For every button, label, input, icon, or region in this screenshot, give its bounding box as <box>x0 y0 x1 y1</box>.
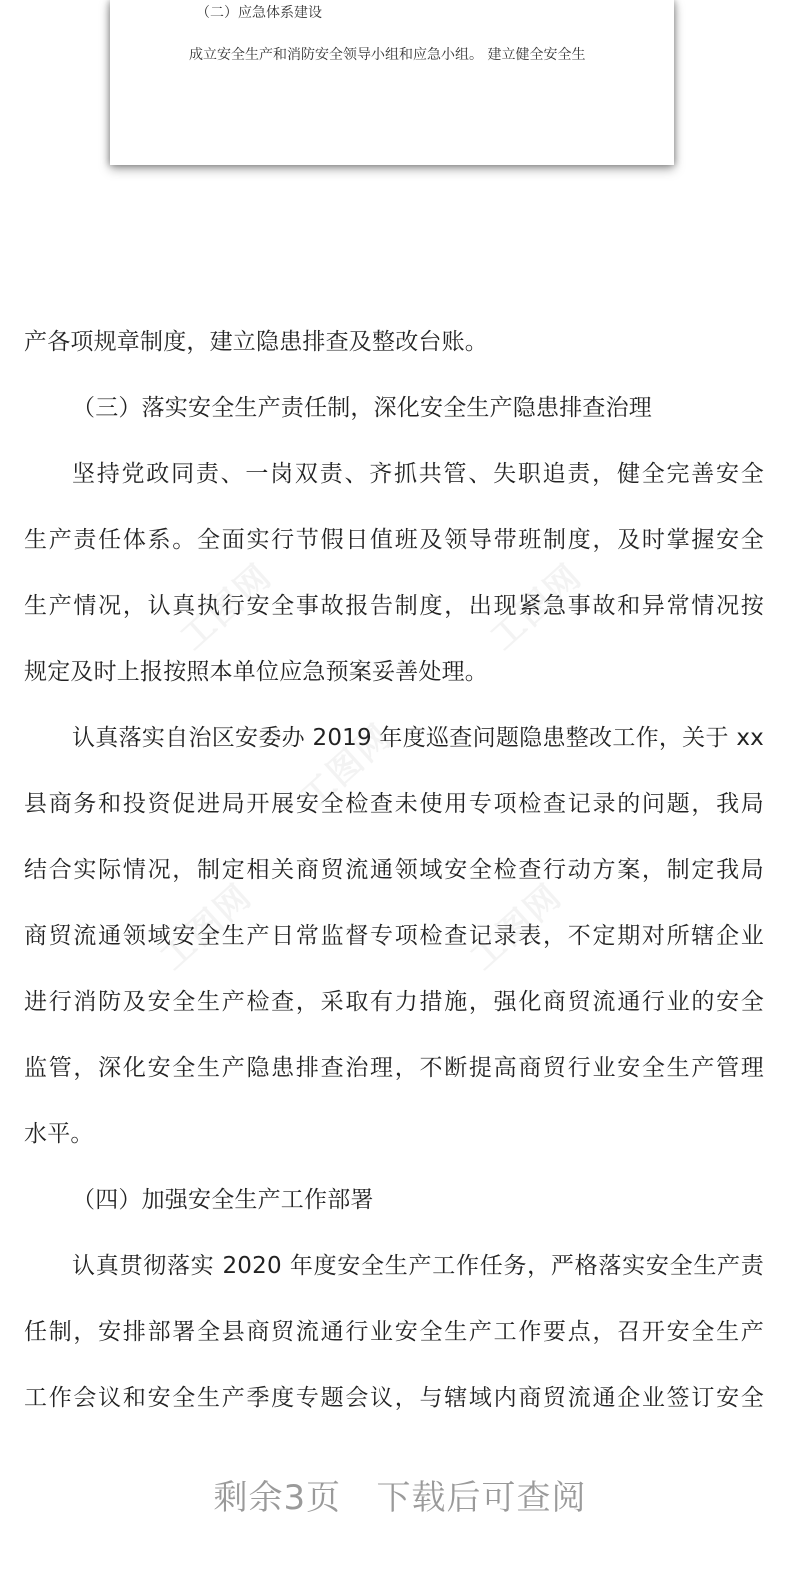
paragraph-line: 县商务和投资促进局开展安全检查未使用专项检查记录的问题，我局 <box>24 791 764 817</box>
paragraph-line: 任制，安排部署全县商贸流通行业安全生产工作要点，召开安全生产 <box>24 1319 764 1345</box>
paragraph-line: 生产情况，认真执行安全事故报告制度，出现紧急事故和异常情况按 <box>24 593 764 619</box>
document-preview-card <box>110 0 674 165</box>
watermark: 工图网 <box>292 716 400 819</box>
paragraph-line: 认真落实自治区安委办 2019 年度巡查问题隐患整改工作，关于 xx <box>72 725 764 751</box>
watermark: 工图网 <box>172 556 280 659</box>
watermark: 工图网 <box>462 876 570 979</box>
paragraph-line: 工作会议和安全生产季度专题会议，与辖域内商贸流通企业签订安全 <box>24 1385 764 1411</box>
remaining-pages-label: 剩余3页 <box>213 1478 342 1518</box>
paragraph-line: 水平。 <box>24 1121 94 1147</box>
paragraph-line: 产各项规章制度，建立隐患排查及整改台账。 <box>24 329 488 355</box>
watermark: 工图网 <box>482 556 590 659</box>
card-section-heading: （二）应急体系建设 <box>196 5 322 21</box>
paragraph-line: 认真贯彻落实 2020 年度安全生产工作任务，严格落实安全生产责 <box>72 1253 764 1279</box>
download-prompt[interactable] <box>0 1470 800 1519</box>
paragraph-line: 结合实际情况，制定相关商贸流通领域安全检查行动方案，制定我局 <box>24 857 764 883</box>
paragraph-line: 规定及时上报按照本单位应急预案妥善处理。 <box>24 659 488 685</box>
section-heading-3: （三）落实安全生产责任制，深化安全生产隐患排查治理 <box>72 395 652 421</box>
card-paragraph-line: 成立安全生产和消防安全领导小组和应急小组。 建立健全安全生 <box>189 47 586 63</box>
download-hint-label: 下载后可查阅 <box>376 1478 587 1518</box>
paragraph-line: 生产责任体系。全面实行节假日值班及领导带班制度，及时掌握安全 <box>24 527 764 553</box>
section-heading-4: （四）加强安全生产工作部署 <box>72 1187 374 1213</box>
watermark: 工图网 <box>152 876 260 979</box>
paragraph-line: 进行消防及安全生产检查，采取有力措施，强化商贸流通行业的安全 <box>24 989 764 1015</box>
paragraph-line: 监管，深化安全生产隐患排查治理，不断提高商贸行业安全生产管理 <box>24 1055 764 1081</box>
paragraph-line: 坚持党政同责、一岗双责、齐抓共管、失职追责，健全完善安全 <box>72 461 764 487</box>
paragraph-line: 商贸流通领域安全生产日常监督专项检查记录表，不定期对所辖企业 <box>24 923 764 949</box>
